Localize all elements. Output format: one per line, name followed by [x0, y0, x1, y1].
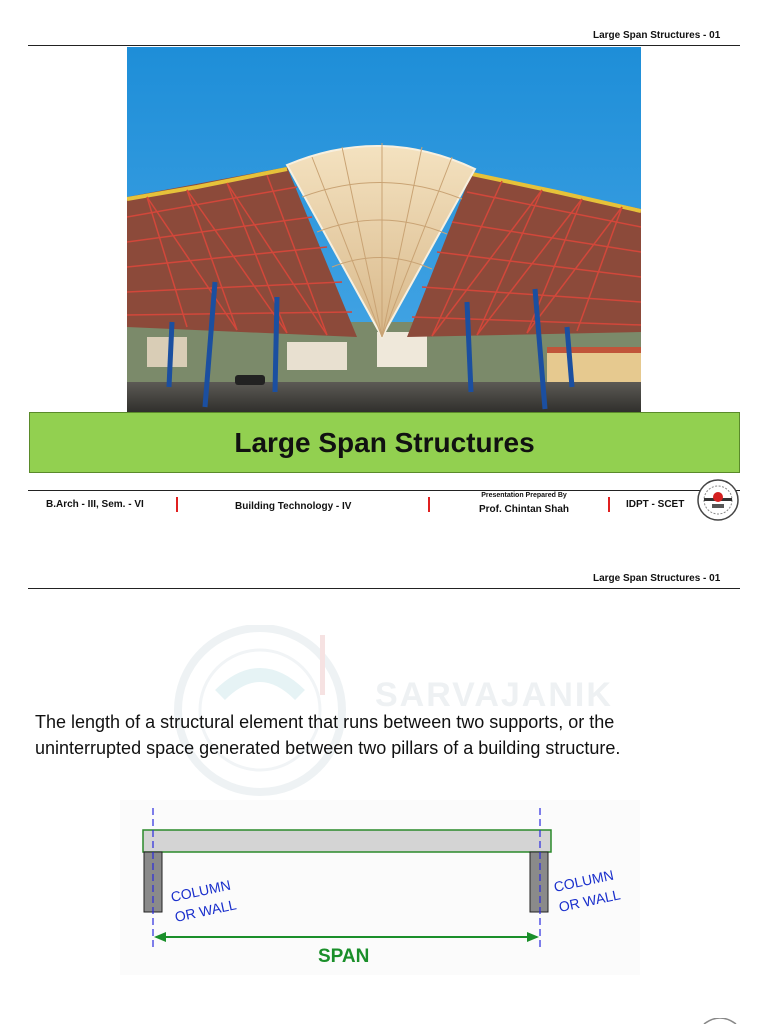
- footer-separator: [176, 497, 178, 512]
- institution-seal-icon: [696, 478, 740, 522]
- slide1-title: Large Span Structures: [234, 426, 535, 458]
- slide2-header-rule: [28, 588, 740, 589]
- definition-line-1: The length of a structural element that runs between two supports, or the: [35, 712, 615, 732]
- beam: [143, 830, 551, 852]
- footer-separator: [608, 497, 610, 512]
- right-column: [530, 852, 548, 912]
- footer-dept: IDPT - SCET: [626, 499, 685, 510]
- span-diagram: [120, 800, 640, 975]
- footer-separator: [428, 497, 430, 512]
- space-frame-canopy-photo: [127, 47, 641, 413]
- footer-course: B.Arch - III, Sem. - VI: [46, 499, 144, 510]
- right-label-line2: OR WALL: [557, 886, 622, 915]
- left-label-line2: OR WALL: [173, 896, 238, 925]
- footer-prepared-label: Presentation Prepared By: [481, 492, 567, 499]
- watermark-text: SARVAJANIK: [375, 676, 613, 714]
- title-banner: [29, 412, 740, 473]
- span-label: SPAN: [318, 946, 370, 967]
- footer-subject: Building Technology - IV: [235, 501, 352, 512]
- definition-line-2: uninterrupted space generated between two pillars of a building structure.: [35, 738, 621, 758]
- right-label-line1: COLUMN: [552, 866, 615, 895]
- footer-author: Prof. Chintan Shah: [479, 504, 569, 515]
- slide2-header: Large Span Structures - 01: [593, 573, 721, 584]
- left-label-line1: COLUMN: [169, 876, 232, 905]
- slide1-header-rule: [28, 45, 740, 46]
- slide1-footer-rule: [28, 490, 740, 491]
- institution-seal-icon-partial: [700, 1018, 740, 1024]
- slide1-header: Large Span Structures - 01: [593, 30, 721, 41]
